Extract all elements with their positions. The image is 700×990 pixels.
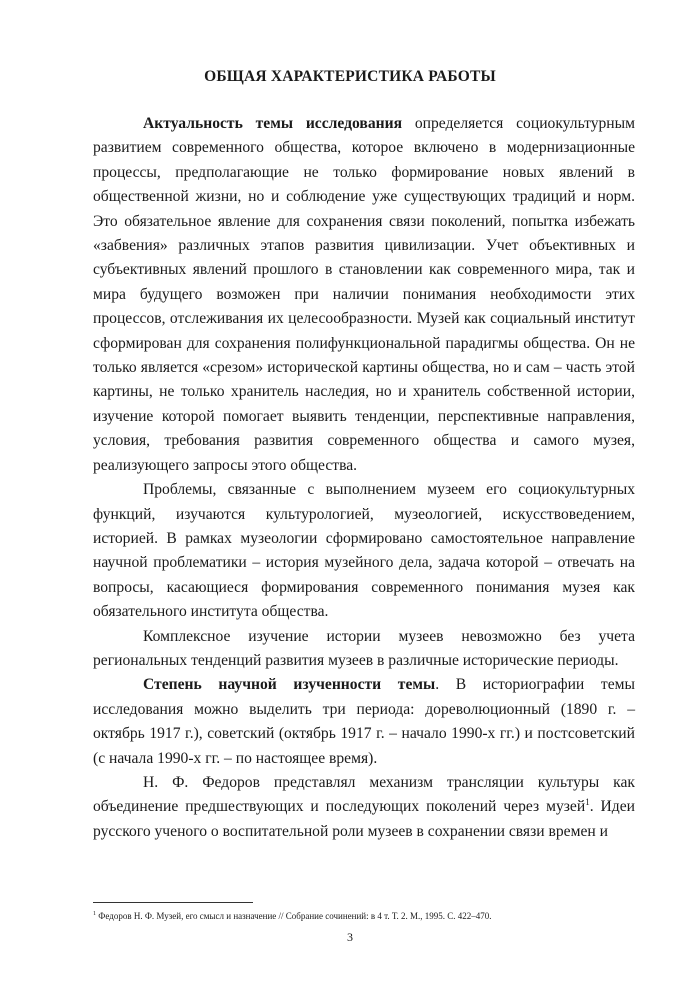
paragraph-fedorov <box>93 771 635 844</box>
footnote-reference[interactable]: 1 <box>585 797 590 808</box>
page-number: 3 <box>347 930 353 944</box>
footnote-text: Федоров Н. Ф. Музей, его смысл и назначение // Собрание сочинений: в 4 т. Т. 2. М., 1995. С. 422–470. <box>96 911 492 921</box>
paragraph-problems: Проблемы, связанные с выполнением музеем его социокультурных функций, изучаются культурологией, музеологией, искусствоведением, историей. В рамках музеологии сформировано самостоятельное направление научной проблематики – история музейного дела, задача которой – отвечать на вопросы, касающиеся формирования современного понимания музея как обязательного института общества. <box>93 481 635 621</box>
paragraph-degree <box>93 673 635 771</box>
paragraph-relevance <box>93 112 635 478</box>
relevance-heading: Актуальность темы исследования <box>143 115 403 132</box>
footnote <box>93 911 635 922</box>
fedorov-text: Н. Ф. Федоров представлял механизм трансляции культуры как объединение предшествующих и последующих поколений через музей <box>93 773 635 816</box>
page-title: ОБЩАЯ ХАРАКТЕРИСТИКА РАБОТЫ <box>204 68 496 85</box>
paragraph-regional: Комплексное изучение истории музеев невозможно без учета региональных тенденций развития музеев в различные исторические периоды. <box>93 627 635 669</box>
fedorov-text-continued: . Идеи русского ученого о воспитательной роли музеев в сохранении связи времен и <box>93 798 635 840</box>
footnote-separator <box>93 902 253 903</box>
footnote-marker: 1 <box>93 911 96 917</box>
body-text <box>93 112 635 844</box>
degree-heading: Степень научной изученности темы <box>143 676 436 694</box>
relevance-text: определяется социокультурным развитием современного общества, которое включено в модернизационные процессы, предполагающие не только формирование новых явлений в общественной жизни, но и соблюдение уже существующих традиций и норм. Это обязательное явление для сохранения связи поколений, попытка избежать «забвения» различных этапов развития цивилизации. Учет объективных и субъективных явлений прошлого в становлении как современного мира, так и мира будущего возможен при наличии понимания необходимости этих процессов, отслеживания их целесообразности. Музей как социальный институт сформирован для сохранения полифункциональной парадигмы общества. Он не только является «срезом» исторической картины общества, но и сам – часть этой картины, не только хранитель наследия, но и хранитель собственной истории, изучение которой помогает выявить тенденции, перспективные направления, условия, требования развития современного общества и самого музея, реализующего запросы этого общества. <box>93 115 635 474</box>
degree-text: . В историографии темы исследования можно выделить три периода: дореволюционный (1890 г. – октябрь 1917 г.), советский (октябрь 1917 г. – начало 1990-х гг.) и постсоветский (с начала 1990-х гг. – по настоящее время). <box>93 676 635 767</box>
